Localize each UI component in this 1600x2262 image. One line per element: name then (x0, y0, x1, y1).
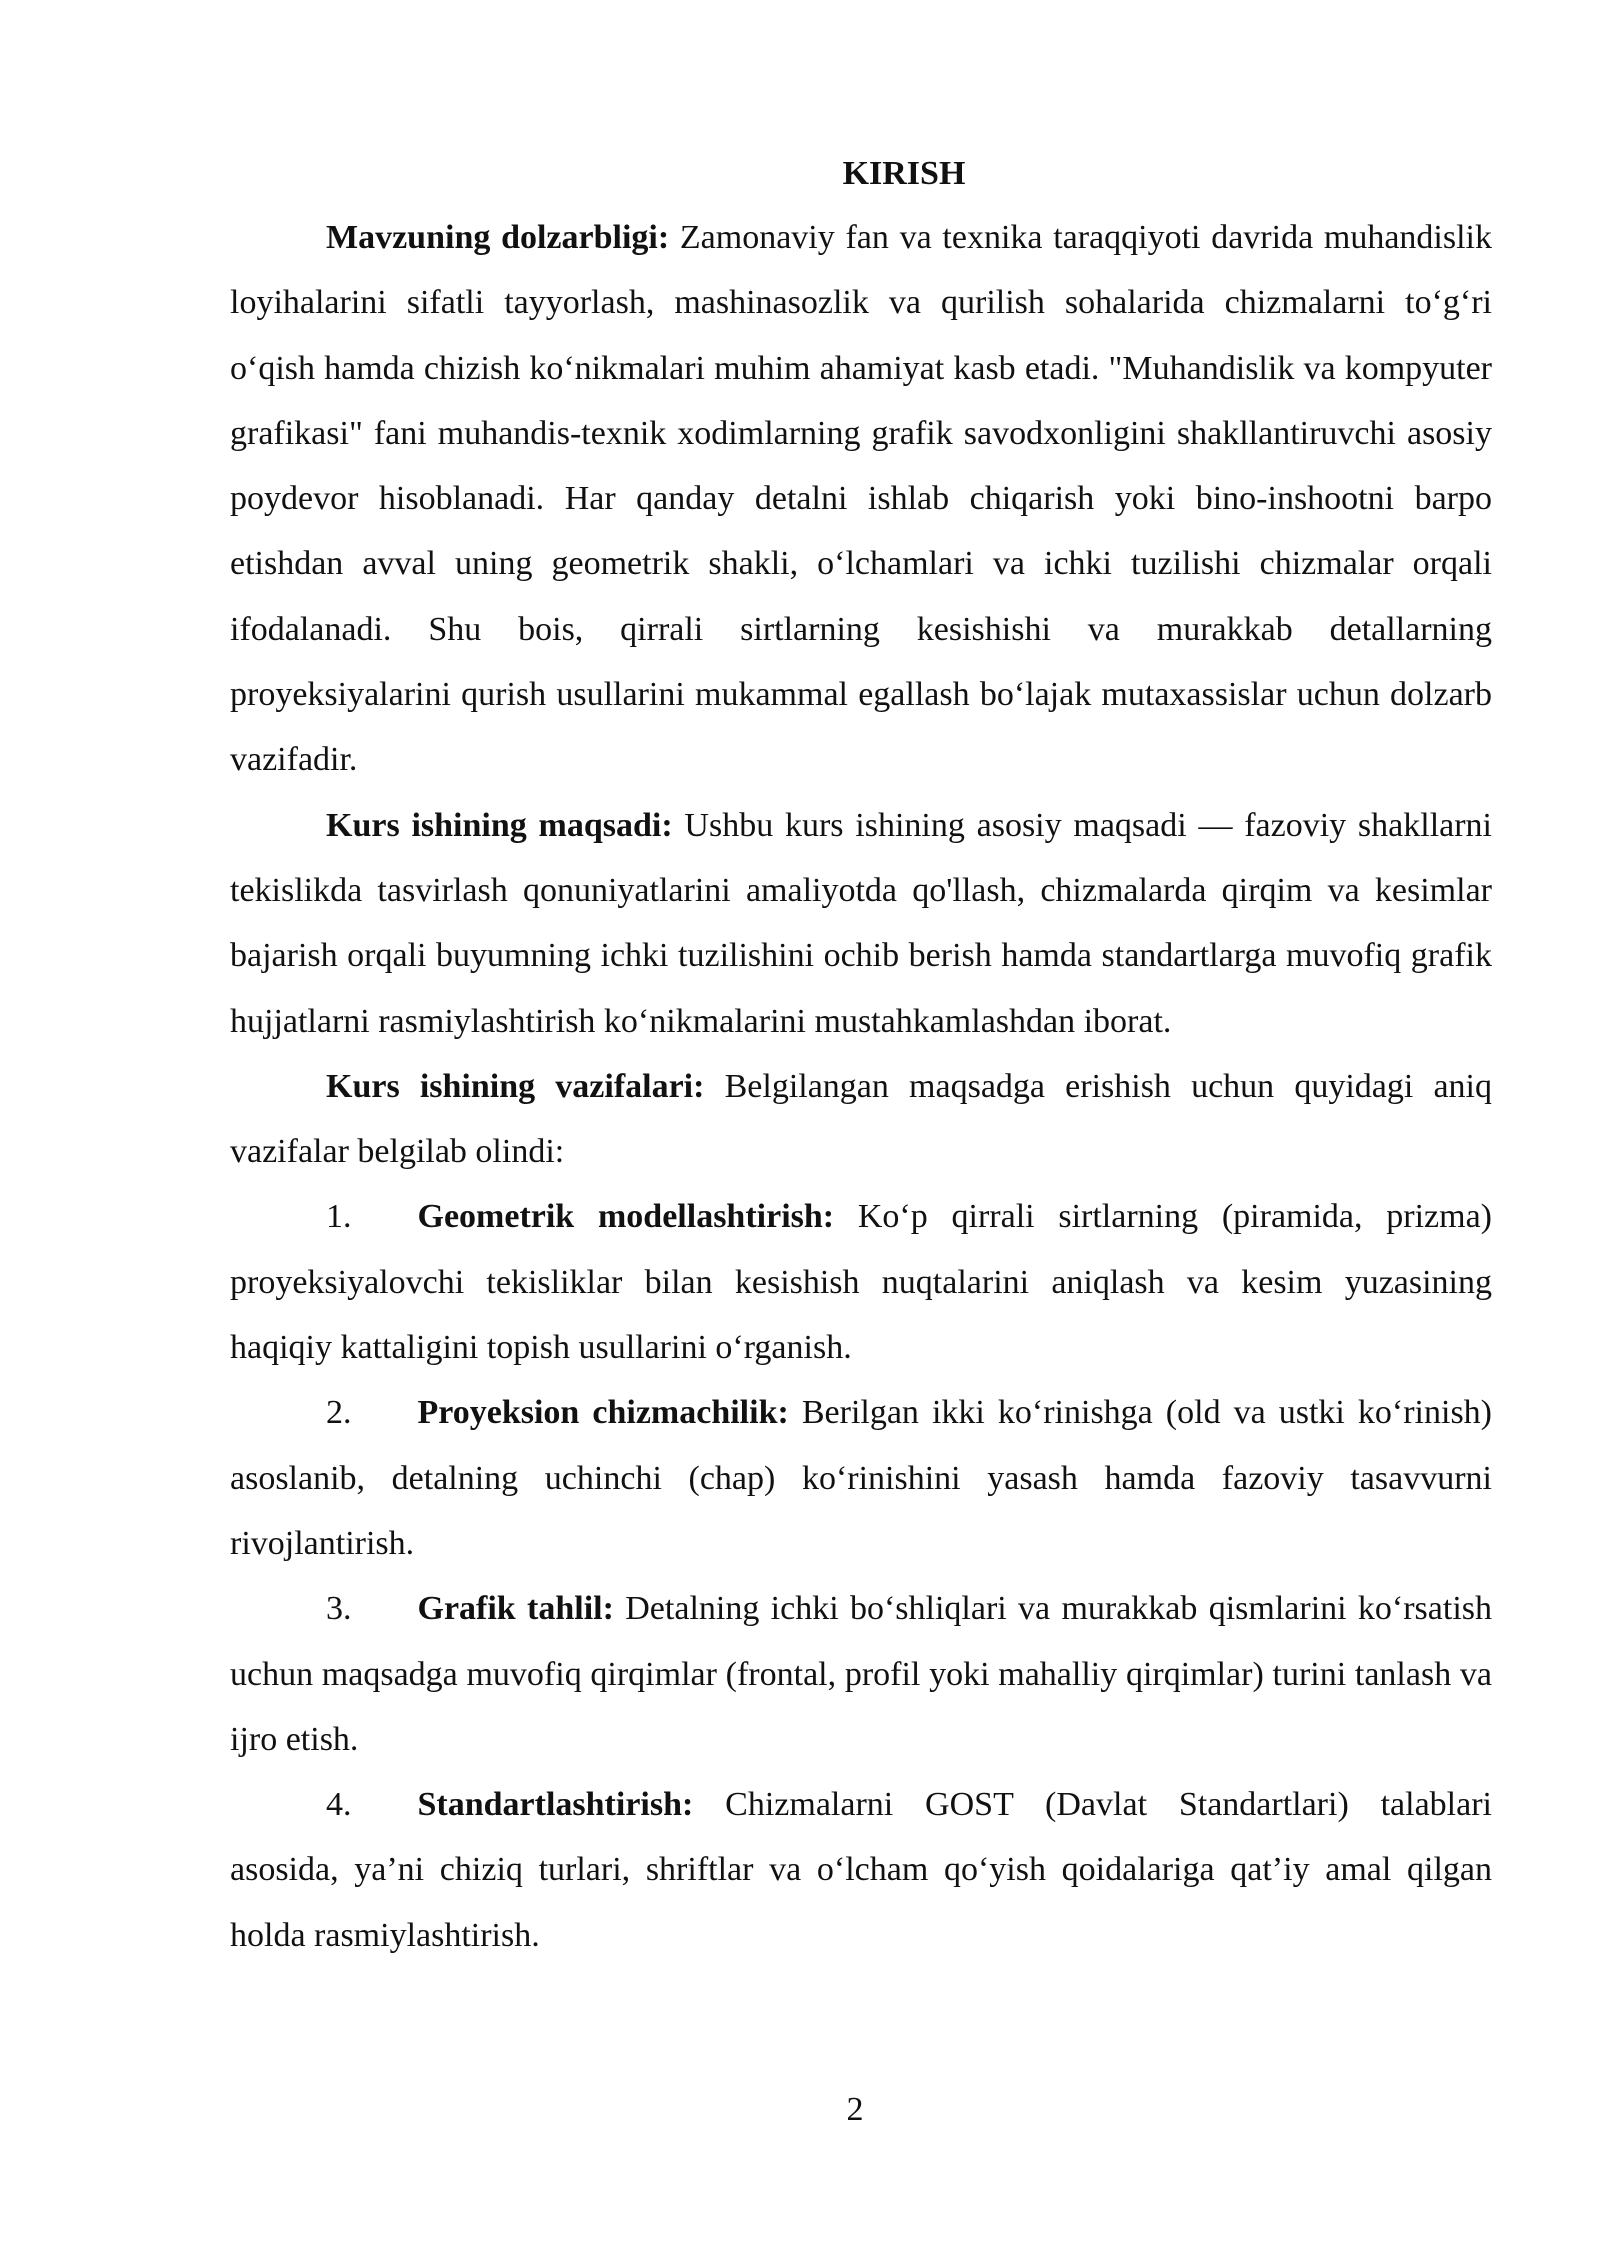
task-number: 4. (326, 1786, 352, 1824)
task-item-3 (230, 1576, 1492, 1772)
paragraph-goal (230, 793, 1492, 1054)
task-lead: Geometrik modellashtirish: (417, 1198, 835, 1236)
task-item-2 (230, 1380, 1492, 1576)
task-number: 2. (326, 1394, 352, 1432)
section-title: KIRISH (842, 155, 966, 192)
task-lead: Standartlashtirish: (417, 1786, 694, 1824)
task-text: Ko‘p qirrali sirtlarning (piramida, prizma) proyeksiyalovchi tekisliklar bilan kesishish nuqtalarini aniqlash va kesim yuzasining haqiqiy kattaligini topish usullarini o‘rganish. (230, 1198, 1492, 1367)
task-text: Berilgan ikki ko‘rinishga (old va ustki ko‘rinish) asoslanib, detalning uchinchi (chap) ko‘rinishini yasash hamda fazoviy tasavvurni rivojlantirish. (230, 1394, 1492, 1562)
paragraph-lead: Mavzuning dolzarbligi: (326, 219, 670, 256)
task-lead: Grafik tahlil: (417, 1590, 614, 1628)
paragraph-text: Belgilangan maqsadga erishish uchun quyidagi aniq vazifalar belgilab olindi: (230, 1067, 1492, 1171)
task-text: Chizmalarni GOST (Davlat Standartlari) talablari asosida, ya’ni chiziq turlari, shriftlar va o‘lcham qo‘yish qoidalariga qat’iy amal qilgan holda rasmiylashtirish. (230, 1786, 1492, 1954)
page-content (230, 150, 1492, 1968)
page-number: 2 (846, 2091, 864, 2128)
task-number: 1. (326, 1198, 352, 1236)
task-item-1 (230, 1184, 1492, 1380)
task-item-4 (230, 1772, 1492, 1968)
task-lead: Proyeksion chizmachilik: (417, 1394, 789, 1432)
paragraph-relevance (230, 205, 1492, 793)
task-number: 3. (326, 1590, 352, 1628)
task-text: Detalning ichki bo‘shliqlari va murakkab qismlarini ko‘rsatish uchun maqsadga muvofiq qirqimlar (frontal, profil yoki mahalliy qirqimlar) turini tanlash va ijro etish. (230, 1590, 1492, 1758)
paragraph-text: Zamonaviy fan va texnika taraqqiyoti davrida muhandislik loyihalarini sifatli tayyorlash, mashinasozlik va qurilish sohalarida chizmalarni to‘g‘ri o‘qish hamda chizish ko‘nikmalari muhim ahamiyat kasb etadi. "Muhandislik va kompyuter grafikasi" fani muhandis-texnik xodimlarning grafik savodxonligini shakllantiruvchi asosiy poydevor hisoblanadi. Har qanday detalni ishlab chiqarish yoki bino-inshootni barpo etishdan avval uning geometrik shakli, o‘lchamlari va ichki tuzilishi chizmalar orqali ifodalanadi. Shu bois, qirrali sirtlarning kesishishi va murakkab detallarning proyeksiyalarini qurish usullarini mukammal egallash bo‘lajak mutaxassislar uchun dolzarb vazifadir. (230, 219, 1492, 779)
paragraph-tasks-intro (230, 1054, 1492, 1185)
paragraph-lead: Kurs ishining vazifalari: (326, 1067, 705, 1105)
paragraph-lead: Kurs ishining maqsadi: (326, 806, 673, 844)
paragraph-text: Ushbu kurs ishining asosiy maqsadi — fazoviy shakllarni tekislikda tasvirlash qonuniyatlarini amaliyotda qo'llash, chizmalarda qirqim va kesimlar bajarish orqali buyumning ichki tuzilishini ochib berish hamda standartlarga muvofiq grafik hujjatlarni rasmiylashtirish ko‘nikmalarini mustahkamlashdan iborat. (230, 806, 1492, 1040)
